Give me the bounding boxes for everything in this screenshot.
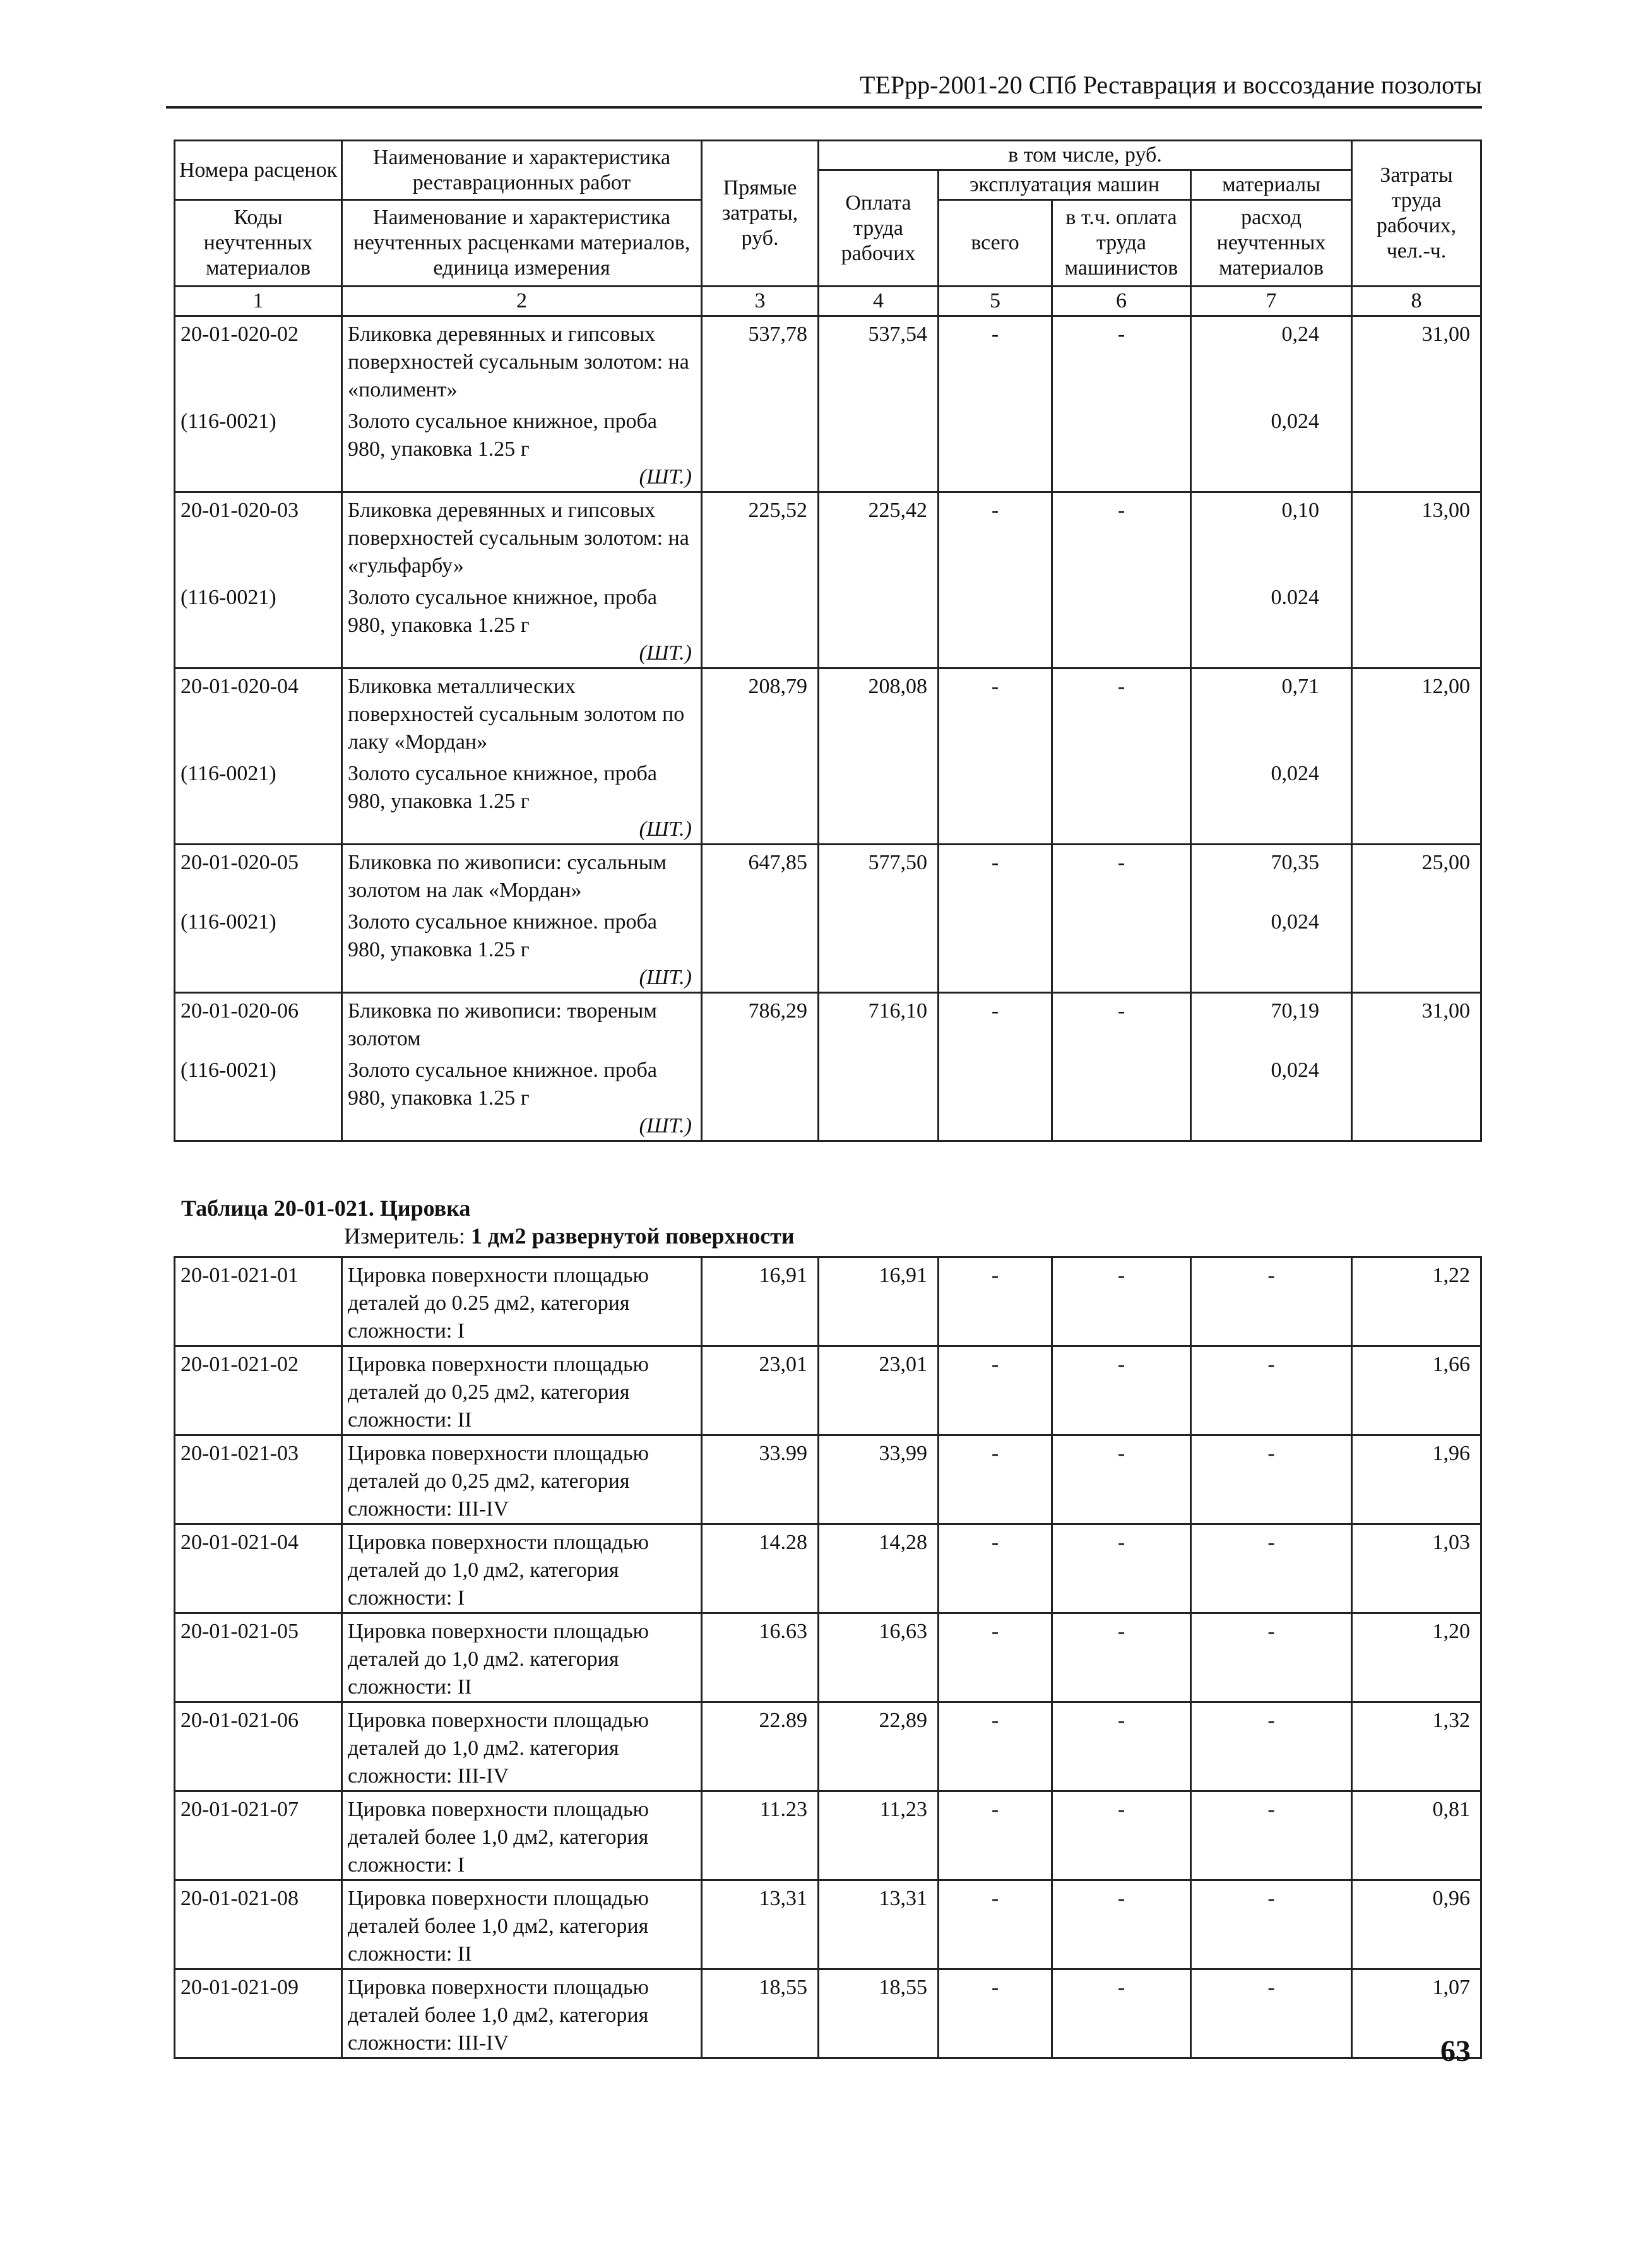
- rate-labor: 13,31: [819, 1880, 939, 1969]
- rate-direct: 647,85: [702, 845, 819, 993]
- rate-code: 20-01-021-04: [175, 1524, 342, 1613]
- rate-direct: 11.23: [702, 1791, 819, 1880]
- rates-table-021: [174, 1256, 1482, 2059]
- header-machines: эксплуатация машин: [939, 170, 1191, 200]
- material-name: [342, 756, 702, 845]
- rate-direct: 22.89: [702, 1702, 819, 1791]
- material-code: (116-0021): [175, 756, 342, 845]
- rate-work: 25,00: [1352, 845, 1481, 993]
- running-header-title: ТЕРрр-2001-20 СПб Реставрация и воссоздание позолоты: [860, 71, 1482, 99]
- material-code: (116-0021): [175, 580, 342, 668]
- header-labor: Оплата труда рабочих: [819, 170, 939, 287]
- rate-machines-labor: -: [1052, 993, 1191, 1141]
- material-unit: (ШТ.): [639, 817, 692, 841]
- material-quantity: 0,024: [1191, 1053, 1352, 1141]
- rate-row: [175, 845, 1481, 905]
- material-unit: (ШТ.): [639, 1114, 692, 1137]
- material-name-text: Золото сусальное книжное, проба 980, упаковка 1.25 г: [348, 410, 657, 461]
- material-name: [342, 905, 702, 993]
- rate-name: Цировка поверхности площадью деталей до 0,25 дм2, категория сложности: II: [342, 1346, 702, 1435]
- material-quantity: 0,024: [1191, 905, 1352, 993]
- col-num: 8: [1352, 287, 1481, 316]
- rate-row: [175, 316, 1481, 405]
- rate-labor: 11,23: [819, 1791, 939, 1880]
- rate-work: 13,00: [1352, 492, 1481, 668]
- rate-machines-labor: -: [1052, 1524, 1191, 1613]
- rate-name: Бликовка металлических поверхностей сусальным золотом по лаку «Мордан»: [342, 668, 702, 757]
- rate-machines-total: -: [939, 492, 1052, 668]
- rate-row: [175, 1880, 1481, 1969]
- rate-code: 20-01-021-08: [175, 1880, 342, 1969]
- header-name2: Наименование и характеристика неучтенных расценками материалов, единица измерения: [342, 200, 702, 287]
- header-machines-total: всего: [939, 200, 1052, 287]
- rate-code: 20-01-020-04: [175, 668, 342, 757]
- rate-labor: 577,50: [819, 845, 939, 993]
- header-machines-labor: в т.ч. оплата труда машинистов: [1052, 200, 1191, 287]
- material-quantity: 0,024: [1191, 404, 1352, 492]
- header-code: Номера расценок: [175, 141, 342, 200]
- rate-work: 31,00: [1352, 993, 1481, 1141]
- material-code: (116-0021): [175, 1053, 342, 1141]
- rate-direct: 208,79: [702, 668, 819, 845]
- material-name-text: Золото сусальное книжное. проба 980, упаковка 1.25 г: [348, 1059, 657, 1110]
- rate-labor: 23,01: [819, 1346, 939, 1435]
- rate-row: [175, 1435, 1481, 1524]
- rate-machines-total: -: [939, 1257, 1052, 1346]
- rate-machines-labor: -: [1052, 1346, 1191, 1435]
- rate-labor: 22,89: [819, 1702, 939, 1791]
- col-num: 5: [939, 287, 1052, 316]
- rate-work: 1,20: [1352, 1613, 1481, 1702]
- rate-work: 1,32: [1352, 1702, 1481, 1791]
- material-code: (116-0021): [175, 905, 342, 993]
- header-row-1: [175, 141, 1481, 170]
- rate-direct: 18,55: [702, 1969, 819, 2058]
- header-direct: Прямые затраты, руб.: [702, 141, 819, 287]
- material-quantity: 0,024: [1191, 756, 1352, 845]
- header-labor-cost: Затраты труда рабочих, чел.-ч.: [1352, 141, 1481, 287]
- rate-name: Цировка поверхности площадью деталей до 0.25 дм2, категория сложности: I: [342, 1257, 702, 1346]
- rate-row: [175, 1613, 1481, 1702]
- rate-code: 20-01-020-06: [175, 993, 342, 1054]
- rate-machines-labor: -: [1052, 845, 1191, 993]
- rate-machines-total: -: [939, 1346, 1052, 1435]
- rate-machines-total: -: [939, 1969, 1052, 2058]
- rate-row: [175, 993, 1481, 1054]
- rate-materials: -: [1191, 1880, 1352, 1969]
- rate-labor: 225,42: [819, 492, 939, 668]
- rate-machines-labor: -: [1052, 316, 1191, 492]
- rate-code: 20-01-021-01: [175, 1257, 342, 1346]
- rate-code: 20-01-021-07: [175, 1791, 342, 1880]
- material-name-text: Золото сусальное книжное, проба 980, упаковка 1.25 г: [348, 586, 657, 637]
- material-name: [342, 404, 702, 492]
- rate-labor: 208,08: [819, 668, 939, 845]
- rate-work: 1,66: [1352, 1346, 1481, 1435]
- rate-machines-labor: -: [1052, 668, 1191, 845]
- rate-machines-total: -: [939, 1702, 1052, 1791]
- rate-direct: 23,01: [702, 1346, 819, 1435]
- material-name-text: Золото сусальное книжное. проба 980, упаковка 1.25 г: [348, 910, 657, 961]
- material-unit: (ШТ.): [639, 641, 692, 665]
- rate-name: Бликовка по живописи: твореным золотом: [342, 993, 702, 1054]
- rate-name: Бликовка деревянных и гипсовых поверхностей сусальным золотом: на «полимент»: [342, 316, 702, 405]
- rate-name: Цировка поверхности площадью деталей более 1,0 дм2, категория сложности: III-IV: [342, 1969, 702, 2058]
- rate-work: 1,96: [1352, 1435, 1481, 1524]
- rate-materials: 70,35: [1191, 845, 1352, 905]
- rate-machines-total: -: [939, 1880, 1052, 1969]
- rate-machines-labor: -: [1052, 1969, 1191, 2058]
- rate-name: Бликовка по живописи: сусальным золотом на лак «Мордан»: [342, 845, 702, 905]
- rate-machines-total: -: [939, 1435, 1052, 1524]
- rate-machines-total: -: [939, 1613, 1052, 1702]
- measure-prefix: Измеритель:: [344, 1223, 465, 1249]
- rate-machines-labor: -: [1052, 1880, 1191, 1969]
- rate-labor: 16,91: [819, 1257, 939, 1346]
- material-code: (116-0021): [175, 404, 342, 492]
- rate-materials: -: [1191, 1613, 1352, 1702]
- rate-direct: 16,91: [702, 1257, 819, 1346]
- material-name: [342, 1053, 702, 1141]
- rate-materials: 0,71: [1191, 668, 1352, 757]
- rate-name: Цировка поверхности площадью деталей до 1,0 дм2. категория сложности: III-IV: [342, 1702, 702, 1791]
- rate-code: 20-01-021-05: [175, 1613, 342, 1702]
- rate-direct: 225,52: [702, 492, 819, 668]
- rate-name: Бликовка деревянных и гипсовых поверхностей сусальным золотом: на «гульфарбу»: [342, 492, 702, 581]
- rate-machines-total: -: [939, 1524, 1052, 1613]
- rate-code: 20-01-021-06: [175, 1702, 342, 1791]
- rates-table-020: [174, 140, 1482, 1142]
- col-num: 4: [819, 287, 939, 316]
- rate-machines-labor: -: [1052, 1257, 1191, 1346]
- measure-value: 1 дм2 развернутой поверхности: [470, 1223, 795, 1249]
- header-name: Наименование и характеристика реставрационных работ: [342, 141, 702, 200]
- section-measure: [344, 1223, 795, 1249]
- rate-name: Цировка поверхности площадью деталей до 1,0 дм2, категория сложности: I: [342, 1524, 702, 1613]
- rate-code: 20-01-020-02: [175, 316, 342, 405]
- rate-materials: -: [1191, 1435, 1352, 1524]
- rate-materials: -: [1191, 1702, 1352, 1791]
- rate-machines-labor: -: [1052, 1702, 1191, 1791]
- rate-work: 1,07: [1352, 1969, 1481, 2058]
- rate-materials: -: [1191, 1257, 1352, 1346]
- rate-machines-labor: -: [1052, 492, 1191, 668]
- rate-code: 20-01-021-09: [175, 1969, 342, 2058]
- rate-row: [175, 1257, 1481, 1346]
- rate-name: Цировка поверхности площадью деталей более 1,0 дм2, категория сложности: I: [342, 1791, 702, 1880]
- rate-work: 31,00: [1352, 316, 1481, 492]
- rate-name: Цировка поверхности площадью деталей до 1,0 дм2. категория сложности: II: [342, 1613, 702, 1702]
- col-num: 1: [175, 287, 342, 316]
- rate-machines-total: -: [939, 316, 1052, 492]
- rate-work: 0,81: [1352, 1791, 1481, 1880]
- material-unit: (ШТ.): [639, 465, 692, 489]
- col-num: 7: [1191, 287, 1352, 316]
- rate-work: 12,00: [1352, 668, 1481, 845]
- rate-materials: 70,19: [1191, 993, 1352, 1054]
- rate-code: 20-01-020-03: [175, 492, 342, 581]
- material-quantity: 0.024: [1191, 580, 1352, 668]
- rate-work: 1,22: [1352, 1257, 1481, 1346]
- col-num: 2: [342, 287, 702, 316]
- section-title: Таблица 20-01-021. Цировка: [181, 1196, 471, 1221]
- rate-row: [175, 492, 1481, 581]
- rate-name: Цировка поверхности площадью деталей до 0,25 дм2, категория сложности: III-IV: [342, 1435, 702, 1524]
- rate-materials: -: [1191, 1524, 1352, 1613]
- rate-row: [175, 1524, 1481, 1613]
- col-num: 3: [702, 287, 819, 316]
- header-code2: Коды неучтенных материалов: [175, 200, 342, 287]
- rate-direct: 16.63: [702, 1613, 819, 1702]
- rate-labor: 16,63: [819, 1613, 939, 1702]
- rate-machines-labor: -: [1052, 1791, 1191, 1880]
- rate-machines-total: -: [939, 668, 1052, 845]
- material-name: [342, 580, 702, 668]
- page-number: 63: [1440, 2034, 1471, 2068]
- rate-row: [175, 668, 1481, 757]
- rate-machines-labor: -: [1052, 1435, 1191, 1524]
- header-including: в том числе, руб.: [819, 141, 1352, 170]
- rate-direct: 14.28: [702, 1524, 819, 1613]
- material-name-text: Золото сусальное книжное, проба 980, упаковка 1.25 г: [348, 762, 657, 813]
- running-header: [166, 62, 1482, 109]
- rate-row: [175, 1346, 1481, 1435]
- header-materials: материалы: [1191, 170, 1352, 200]
- material-unit: (ШТ.): [639, 966, 692, 989]
- rate-machines-total: -: [939, 1791, 1052, 1880]
- rate-machines-total: -: [939, 845, 1052, 993]
- rate-code: 20-01-021-03: [175, 1435, 342, 1524]
- rate-materials: -: [1191, 1346, 1352, 1435]
- rate-code: 20-01-021-02: [175, 1346, 342, 1435]
- rate-name: Цировка поверхности площадью деталей более 1,0 дм2, категория сложности: II: [342, 1880, 702, 1969]
- rate-machines-total: -: [939, 993, 1052, 1141]
- rate-direct: 786,29: [702, 993, 819, 1141]
- rate-work: 0,96: [1352, 1880, 1481, 1969]
- rate-labor: 14,28: [819, 1524, 939, 1613]
- rate-code: 20-01-020-05: [175, 845, 342, 905]
- rate-direct: 13,31: [702, 1880, 819, 1969]
- rate-materials: -: [1191, 1791, 1352, 1880]
- rate-labor: 537,54: [819, 316, 939, 492]
- rate-work: 1,03: [1352, 1524, 1481, 1613]
- column-numbers-row: [175, 287, 1481, 316]
- rate-row: [175, 1702, 1481, 1791]
- header-materials-unaccounted: расход неучтенных материалов: [1191, 200, 1352, 287]
- rate-row: [175, 1791, 1481, 1880]
- rate-labor: 33,99: [819, 1435, 939, 1524]
- rate-materials: 0,24: [1191, 316, 1352, 405]
- rate-machines-labor: -: [1052, 1613, 1191, 1702]
- col-num: 6: [1052, 287, 1191, 316]
- rate-direct: 537,78: [702, 316, 819, 492]
- rate-labor: 18,55: [819, 1969, 939, 2058]
- rate-materials: 0,10: [1191, 492, 1352, 581]
- rate-row: [175, 1969, 1481, 2058]
- rate-labor: 716,10: [819, 993, 939, 1141]
- rate-direct: 33.99: [702, 1435, 819, 1524]
- rate-materials: -: [1191, 1969, 1352, 2058]
